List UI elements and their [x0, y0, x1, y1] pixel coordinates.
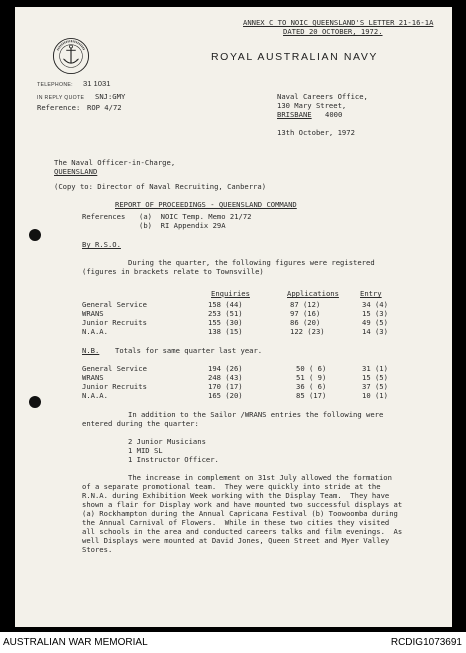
list-item: 2 Junior Musicians: [128, 437, 206, 446]
telephone-label: TELEPHONE:: [37, 82, 73, 88]
report-title: REPORT OF PROCEEDINGS - QUEENSLAND COMMAND: [115, 200, 297, 209]
address-postcode: 4000: [325, 110, 343, 119]
by-line: By R.S.O.: [82, 240, 121, 249]
list-item: 1 MID SL: [128, 446, 163, 455]
table-row: Junior Recruits 170 (17) 36 ( 6) 37 (5): [82, 382, 388, 391]
reply-value: SNJ:GMY: [95, 92, 126, 101]
table-row: General Service 158 (44) 87 (12) 34 (4): [82, 300, 388, 309]
annex-line-1: ANNEX C TO NOIC QUEENSLAND'S LETTER 21-16-1A: [243, 18, 434, 27]
punch-hole: [29, 229, 41, 241]
entries-line-1: In addition to the Sailor /WRANS entries the following were: [128, 410, 384, 419]
reference-value: ROP 4/72: [87, 103, 122, 112]
annex-line-2: DATED 20 OCTOBER, 1972.: [283, 27, 383, 36]
references-label: References: [82, 212, 126, 221]
table-row: WRANS 248 (43) 51 ( 9) 15 (5): [82, 373, 388, 382]
nb-label: N.B.: [82, 346, 100, 355]
address-line-2: 130 Mary Street,: [277, 101, 347, 110]
copy-to: (Copy to: Director of Naval Recruiting, Canberra): [54, 182, 267, 191]
closing-line: R.N.A. during Exhibition Week working with the Display Team. They have: [82, 491, 390, 500]
intro-line-2: (figures in brackets relate to Townsville): [82, 267, 264, 276]
letter-date: 13th October, 1972: [277, 128, 355, 137]
closing-line: of a separate promotional team. They were quickly into stride at the: [82, 482, 381, 491]
table-row: N.A.A. 138 (15) 122 (23) 14 (3): [82, 327, 388, 336]
reference-a: (a) NOIC Temp. Memo 21/72: [139, 212, 252, 221]
nb-text: Totals for same quarter last year.: [115, 346, 263, 355]
closing-line: the Annual Carnival of Flowers. While in these two cities they visited: [82, 518, 390, 527]
reference-label: Reference:: [37, 103, 81, 112]
address-line-1: Naval Careers Office,: [277, 92, 368, 101]
table-row: WRANS 253 (51) 97 (16) 15 (3): [82, 309, 388, 318]
closing-line: all schools in the area and conducted careers talks and film evenings. As: [82, 527, 403, 536]
address-city: BRISBANE: [277, 110, 312, 119]
closing-line: The increase in complement on 31st July allowed the formation: [128, 473, 392, 482]
archive-footer: [0, 632, 466, 653]
footer-id: RCDIG1073691: [390, 637, 462, 648]
reference-b: (b) RI Appendix 29A: [139, 221, 226, 230]
list-item: 1 Instructor Officer.: [128, 455, 219, 464]
col-applications: Applications: [287, 289, 339, 298]
table-row: General Service 194 (26) 50 ( 6) 31 (1): [82, 364, 388, 373]
recipient-line-2: QUEENSLAND: [54, 167, 98, 176]
page-title: ROYAL AUSTRALIAN NAVY: [211, 51, 379, 63]
intro-line-1: During the quarter, the following figures were registered: [128, 258, 375, 267]
navy-crest-icon: [52, 37, 90, 75]
table-row: Junior Recruits 155 (30) 86 (20) 49 (5): [82, 318, 388, 327]
footer-source: AUSTRALIAN WAR MEMORIAL: [3, 637, 148, 648]
closing-line: (a) Rockhampton during the Annual Capricana Festival (b) Toowoomba during: [82, 509, 398, 518]
closing-line: Stores.: [82, 545, 113, 554]
reply-label: IN REPLY QUOTE: [37, 95, 85, 101]
col-entry: Entry: [360, 289, 382, 298]
recipient-line-1: The Naval Officer-in-Charge,: [54, 158, 176, 167]
table-row: N.A.A. 165 (20) 85 (17) 10 (1): [82, 391, 388, 400]
col-enquiries: Enquiries: [211, 289, 250, 298]
punch-hole: [29, 396, 41, 408]
telephone-value: 31 1031: [83, 79, 111, 88]
document-page: [15, 7, 452, 627]
entries-line-2: entered during the quarter:: [82, 419, 199, 428]
closing-line: shown a flair for Display work and have mounted two successful displays at: [82, 500, 403, 509]
closing-line: well Displays were mounted at David Jones, Queen Street and Myer Valley: [82, 536, 390, 545]
